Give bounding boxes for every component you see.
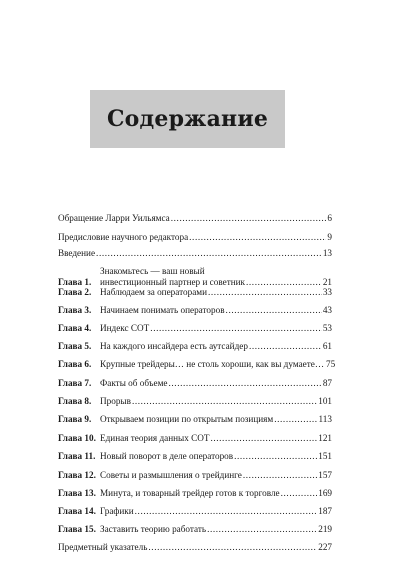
page-number: 13: [322, 248, 332, 258]
chapter-label: Глава 4.: [58, 323, 92, 333]
leader-dots: [207, 525, 317, 534]
entry-title: Минута, и товарный трейдер готов к торговле: [100, 488, 280, 498]
chapter-label: Глава 14.: [58, 506, 96, 516]
toc-entry: [58, 233, 332, 242]
entry-title: Обращение Ларри Уильямса: [58, 213, 170, 223]
entry-title: Графики: [100, 506, 134, 516]
leader-dots: [189, 233, 326, 242]
toc-entry: [58, 489, 332, 498]
toc-entry: [58, 452, 332, 461]
leader-dots: [135, 507, 318, 516]
chapter-label: Глава 5.: [58, 341, 92, 351]
leader-dots: [169, 379, 322, 388]
entry-title: Индекс COT: [100, 323, 150, 333]
toc-entry: [58, 324, 332, 333]
page-title: Содержание: [106, 106, 269, 132]
chapter-label: Глава 15.: [58, 524, 96, 534]
entry-title: инвестиционный партнер и советник: [100, 277, 246, 288]
leader-dots: [281, 489, 318, 498]
page-number: 219: [318, 524, 332, 534]
leader-dots: [208, 288, 322, 297]
entry-title: Предметный указатель: [58, 542, 148, 552]
toc-entry: [58, 359, 336, 369]
page-number: 53: [322, 323, 332, 333]
entry-title: Открываем позиции по открытым позициям: [100, 414, 274, 424]
toc-entry: [58, 267, 332, 287]
leader-dots: [246, 278, 322, 287]
chapter-label: Глава 2.: [58, 287, 92, 297]
chapter-label: Глава 8.: [58, 396, 92, 406]
toc-entry: [58, 434, 332, 443]
leader-dots: [249, 342, 322, 351]
chapter-label: Глава 6.: [58, 359, 92, 369]
leader-dots: [226, 306, 322, 315]
entry-title: Советы и размышления о трейдинге: [100, 470, 242, 480]
page-number: 187: [318, 506, 332, 516]
page-number: 113: [318, 414, 332, 424]
entry-title: Знакомьтесь — ваш новый: [100, 266, 205, 276]
entry-title: Крупные трейдеры… не столь хороши, как вы думаете…: [100, 359, 325, 369]
leader-dots: [148, 543, 317, 552]
toc-entry: [58, 543, 332, 552]
leader-dots: [171, 214, 327, 223]
entry-title: Факты об объеме: [100, 378, 168, 388]
leader-dots: [210, 434, 317, 443]
title-box: [90, 90, 285, 148]
entry-title: Введение: [58, 248, 96, 258]
entry-title: Заставить теорию работать: [100, 524, 207, 534]
entry-title: Наблюдаем за операторами: [100, 287, 207, 297]
page-number: 87: [322, 378, 332, 388]
page-number: 121: [318, 433, 332, 443]
page-number: 9: [327, 232, 332, 242]
toc-entry: [58, 379, 332, 388]
chapter-label: Глава 1.: [58, 277, 92, 288]
toc-entry: [58, 306, 332, 315]
toc-entry: [58, 214, 332, 223]
page-number: 169: [318, 488, 332, 498]
entry-title: Новый поворот в деле операторов: [100, 451, 234, 461]
page-number: 33: [322, 287, 332, 297]
leader-dots: [132, 397, 317, 406]
page-number: 151: [318, 451, 332, 461]
toc-entry: [58, 288, 332, 297]
leader-dots: [150, 324, 322, 333]
entry-title: На каждого инсайдера есть аутсайдер: [100, 341, 248, 351]
entry-title: Единая теория данных COT: [100, 433, 210, 443]
chapter-label: Глава 7.: [58, 378, 92, 388]
chapter-label: Глава 12.: [58, 470, 96, 480]
page-number: 101: [318, 396, 332, 406]
leader-dots: [96, 249, 322, 258]
page-number: 157: [318, 470, 332, 480]
toc-entry: [58, 415, 332, 424]
chapter-label: Глава 10.: [58, 433, 96, 443]
toc-entry: [58, 525, 332, 534]
page-number: 227: [318, 542, 332, 552]
toc-entry: [58, 397, 332, 406]
chapter-label: Глава 9.: [58, 414, 92, 424]
leader-dots: [243, 471, 317, 480]
toc-entry: [58, 342, 332, 351]
toc-entry: [58, 507, 332, 516]
entry-title: Начинаем понимать операторов: [100, 305, 225, 315]
entry-title: Прорыв: [100, 396, 131, 406]
chapter-label: Глава 11.: [58, 451, 96, 461]
page-number: 6: [327, 213, 332, 223]
toc-entry: [58, 471, 332, 480]
chapter-label: Глава 13.: [58, 488, 96, 498]
toc-entry: [58, 249, 332, 258]
page-number: 43: [322, 305, 332, 315]
page-number: 75: [326, 359, 336, 369]
chapter-label: Глава 3.: [58, 305, 92, 315]
page-number: 21: [322, 277, 332, 288]
leader-dots: [234, 452, 317, 461]
leader-dots: [274, 415, 317, 424]
page-number: 61: [322, 341, 332, 351]
entry-title: Предисловие научного редактора: [58, 232, 189, 242]
